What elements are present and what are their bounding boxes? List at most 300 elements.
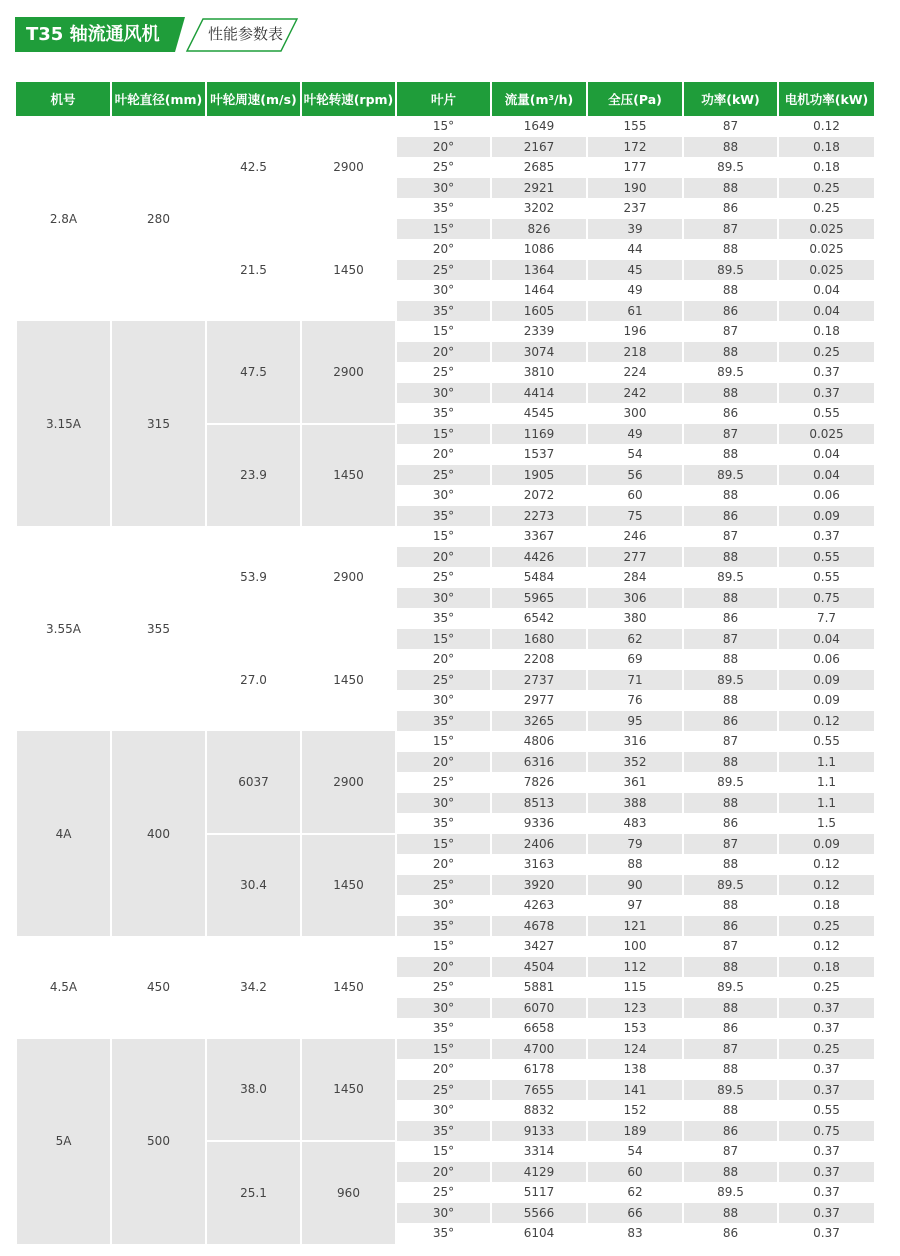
tip-speed-cell: 6037 <box>206 731 301 834</box>
rpm-cell: 1450 <box>301 629 396 732</box>
power-cell: 89.5 <box>683 977 778 998</box>
airflow-cell: 1680 <box>491 629 587 650</box>
motor-power-cell: 0.025 <box>778 424 874 445</box>
motor-power-cell: 0.25 <box>778 342 874 363</box>
blade-angle-cell: 15° <box>396 936 491 957</box>
power-cell: 88 <box>683 854 778 875</box>
pressure-cell: 300 <box>587 403 683 424</box>
motor-power-cell: 0.37 <box>778 1182 874 1203</box>
power-cell: 89.5 <box>683 1080 778 1101</box>
pressure-cell: 124 <box>587 1039 683 1060</box>
diameter-cell: 355 <box>111 526 206 731</box>
blade-angle-cell: 30° <box>396 1100 491 1121</box>
rpm-cell: 1450 <box>301 834 396 937</box>
blade-angle-cell: 20° <box>396 342 491 363</box>
motor-power-cell: 0.06 <box>778 649 874 670</box>
airflow-cell: 1086 <box>491 239 587 260</box>
model-cell: 4.5A <box>16 936 111 1039</box>
tip-speed-cell: 25.1 <box>206 1141 301 1244</box>
blade-angle-cell: 15° <box>396 321 491 342</box>
blade-angle-cell: 15° <box>396 219 491 240</box>
motor-power-cell: 0.25 <box>778 198 874 219</box>
airflow-cell: 5566 <box>491 1203 587 1224</box>
blade-angle-cell: 35° <box>396 916 491 937</box>
pressure-cell: 44 <box>587 239 683 260</box>
motor-power-cell: 0.55 <box>778 567 874 588</box>
power-cell: 87 <box>683 219 778 240</box>
airflow-cell: 4129 <box>491 1162 587 1183</box>
header-airflow: 流量(m³/h) <box>491 82 587 116</box>
airflow-cell: 1169 <box>491 424 587 445</box>
pressure-cell: 138 <box>587 1059 683 1080</box>
diameter-cell: 280 <box>111 116 206 321</box>
blade-angle-cell: 20° <box>396 444 491 465</box>
motor-power-cell: 7.7 <box>778 608 874 629</box>
pressure-cell: 155 <box>587 116 683 137</box>
rpm-cell: 2900 <box>301 321 396 424</box>
airflow-cell: 6178 <box>491 1059 587 1080</box>
blade-angle-cell: 30° <box>396 998 491 1019</box>
pressure-cell: 62 <box>587 1182 683 1203</box>
airflow-cell: 3202 <box>491 198 587 219</box>
pressure-cell: 277 <box>587 547 683 568</box>
airflow-cell: 2685 <box>491 157 587 178</box>
airflow-cell: 1537 <box>491 444 587 465</box>
motor-power-cell: 0.25 <box>778 977 874 998</box>
power-cell: 88 <box>683 547 778 568</box>
airflow-cell: 2921 <box>491 178 587 199</box>
pressure-cell: 112 <box>587 957 683 978</box>
airflow-cell: 3163 <box>491 854 587 875</box>
page-subtitle: 性能参数表 <box>208 25 284 43</box>
blade-angle-cell: 20° <box>396 854 491 875</box>
power-cell: 87 <box>683 936 778 957</box>
power-cell: 87 <box>683 116 778 137</box>
blade-angle-cell: 20° <box>396 957 491 978</box>
power-cell: 88 <box>683 690 778 711</box>
blade-angle-cell: 25° <box>396 772 491 793</box>
table-row <box>16 526 874 547</box>
pressure-cell: 115 <box>587 977 683 998</box>
header-tip-speed: 叶轮周速(m/s) <box>206 82 301 116</box>
blade-angle-cell: 20° <box>396 239 491 260</box>
power-cell: 88 <box>683 383 778 404</box>
airflow-cell: 2072 <box>491 485 587 506</box>
performance-table <box>15 82 874 1244</box>
motor-power-cell: 0.55 <box>778 403 874 424</box>
blade-angle-cell: 20° <box>396 137 491 158</box>
model-cell: 4A <box>16 731 111 936</box>
header-motor-power: 电机功率(kW) <box>778 82 874 116</box>
motor-power-cell: 0.25 <box>778 1039 874 1060</box>
motor-power-cell: 0.18 <box>778 321 874 342</box>
airflow-cell: 3314 <box>491 1141 587 1162</box>
blade-angle-cell: 35° <box>396 813 491 834</box>
power-cell: 86 <box>683 403 778 424</box>
blade-angle-cell: 30° <box>396 485 491 506</box>
blade-angle-cell: 15° <box>396 834 491 855</box>
airflow-cell: 4678 <box>491 916 587 937</box>
airflow-cell: 4504 <box>491 957 587 978</box>
pressure-cell: 61 <box>587 301 683 322</box>
pressure-cell: 483 <box>587 813 683 834</box>
motor-power-cell: 0.09 <box>778 670 874 691</box>
blade-angle-cell: 25° <box>396 465 491 486</box>
airflow-cell: 1605 <box>491 301 587 322</box>
pressure-cell: 79 <box>587 834 683 855</box>
airflow-cell: 7655 <box>491 1080 587 1101</box>
airflow-cell: 1364 <box>491 260 587 281</box>
power-cell: 89.5 <box>683 157 778 178</box>
blade-angle-cell: 15° <box>396 116 491 137</box>
pressure-cell: 352 <box>587 752 683 773</box>
pressure-cell: 56 <box>587 465 683 486</box>
motor-power-cell: 0.12 <box>778 854 874 875</box>
pressure-cell: 380 <box>587 608 683 629</box>
motor-power-cell: 0.18 <box>778 157 874 178</box>
airflow-cell: 3810 <box>491 362 587 383</box>
rpm-cell: 960 <box>301 1141 396 1244</box>
rpm-cell: 1450 <box>301 219 396 322</box>
pressure-cell: 66 <box>587 1203 683 1224</box>
blade-angle-cell: 30° <box>396 793 491 814</box>
rpm-cell: 2900 <box>301 526 396 629</box>
motor-power-cell: 0.55 <box>778 731 874 752</box>
airflow-cell: 2339 <box>491 321 587 342</box>
motor-power-cell: 1.1 <box>778 752 874 773</box>
pressure-cell: 172 <box>587 137 683 158</box>
table-body <box>16 116 874 1244</box>
power-cell: 87 <box>683 424 778 445</box>
header-pressure: 全压(Pa) <box>587 82 683 116</box>
motor-power-cell: 0.09 <box>778 506 874 527</box>
page-title-bar <box>15 17 305 53</box>
motor-power-cell: 0.04 <box>778 465 874 486</box>
power-cell: 86 <box>683 916 778 937</box>
pressure-cell: 69 <box>587 649 683 670</box>
airflow-cell: 4426 <box>491 547 587 568</box>
blade-angle-cell: 25° <box>396 260 491 281</box>
power-cell: 88 <box>683 239 778 260</box>
airflow-cell: 2977 <box>491 690 587 711</box>
motor-power-cell: 0.025 <box>778 239 874 260</box>
power-cell: 89.5 <box>683 362 778 383</box>
pressure-cell: 224 <box>587 362 683 383</box>
diameter-cell: 400 <box>111 731 206 936</box>
motor-power-cell: 0.25 <box>778 916 874 937</box>
motor-power-cell: 0.75 <box>778 1121 874 1142</box>
airflow-cell: 3265 <box>491 711 587 732</box>
pressure-cell: 62 <box>587 629 683 650</box>
power-cell: 89.5 <box>683 772 778 793</box>
blade-angle-cell: 35° <box>396 1018 491 1039</box>
power-cell: 86 <box>683 198 778 219</box>
blade-angle-cell: 35° <box>396 506 491 527</box>
header-power: 功率(kW) <box>683 82 778 116</box>
power-cell: 86 <box>683 813 778 834</box>
motor-power-cell: 0.55 <box>778 547 874 568</box>
table-header-row <box>16 82 874 116</box>
pressure-cell: 141 <box>587 1080 683 1101</box>
pressure-cell: 100 <box>587 936 683 957</box>
blade-angle-cell: 30° <box>396 383 491 404</box>
pressure-cell: 45 <box>587 260 683 281</box>
model-cell: 3.15A <box>16 321 111 526</box>
power-cell: 88 <box>683 895 778 916</box>
motor-power-cell: 1.1 <box>778 772 874 793</box>
motor-power-cell: 0.37 <box>778 526 874 547</box>
pressure-cell: 152 <box>587 1100 683 1121</box>
power-cell: 88 <box>683 1059 778 1080</box>
airflow-cell: 1464 <box>491 280 587 301</box>
blade-angle-cell: 15° <box>396 526 491 547</box>
airflow-cell: 5881 <box>491 977 587 998</box>
pressure-cell: 153 <box>587 1018 683 1039</box>
table-row <box>16 936 874 957</box>
power-cell: 88 <box>683 178 778 199</box>
table-row <box>16 1039 874 1060</box>
blade-angle-cell: 15° <box>396 1141 491 1162</box>
blade-angle-cell: 30° <box>396 690 491 711</box>
header-rpm: 叶轮转速(rpm) <box>301 82 396 116</box>
model-cell: 5A <box>16 1039 111 1244</box>
motor-power-cell: 0.37 <box>778 998 874 1019</box>
page-title: T35 轴流通风机 <box>26 24 160 45</box>
blade-angle-cell: 30° <box>396 280 491 301</box>
power-cell: 88 <box>683 1100 778 1121</box>
blade-angle-cell: 25° <box>396 1080 491 1101</box>
blade-angle-cell: 30° <box>396 588 491 609</box>
power-cell: 87 <box>683 526 778 547</box>
tip-speed-cell: 21.5 <box>206 219 301 322</box>
airflow-cell: 2273 <box>491 506 587 527</box>
blade-angle-cell: 35° <box>396 1121 491 1142</box>
pressure-cell: 49 <box>587 280 683 301</box>
airflow-cell: 5117 <box>491 1182 587 1203</box>
pressure-cell: 306 <box>587 588 683 609</box>
motor-power-cell: 0.09 <box>778 834 874 855</box>
airflow-cell: 5965 <box>491 588 587 609</box>
power-cell: 87 <box>683 629 778 650</box>
pressure-cell: 75 <box>587 506 683 527</box>
tip-speed-cell: 47.5 <box>206 321 301 424</box>
motor-power-cell: 0.04 <box>778 444 874 465</box>
airflow-cell: 2737 <box>491 670 587 691</box>
motor-power-cell: 0.37 <box>778 1223 874 1244</box>
power-cell: 88 <box>683 485 778 506</box>
diameter-cell: 500 <box>111 1039 206 1244</box>
pressure-cell: 242 <box>587 383 683 404</box>
header-model: 机号 <box>16 82 111 116</box>
blade-angle-cell: 15° <box>396 424 491 445</box>
pressure-cell: 190 <box>587 178 683 199</box>
blade-angle-cell: 30° <box>396 178 491 199</box>
pressure-cell: 71 <box>587 670 683 691</box>
blade-angle-cell: 20° <box>396 1059 491 1080</box>
rpm-cell: 1450 <box>301 936 396 1039</box>
blade-angle-cell: 20° <box>396 547 491 568</box>
motor-power-cell: 0.37 <box>778 383 874 404</box>
tip-speed-cell: 27.0 <box>206 629 301 732</box>
motor-power-cell: 0.025 <box>778 219 874 240</box>
table-row <box>16 731 874 752</box>
motor-power-cell: 0.75 <box>778 588 874 609</box>
blade-angle-cell: 35° <box>396 608 491 629</box>
pressure-cell: 237 <box>587 198 683 219</box>
table-row <box>16 116 874 137</box>
pressure-cell: 284 <box>587 567 683 588</box>
pressure-cell: 83 <box>587 1223 683 1244</box>
motor-power-cell: 0.18 <box>778 137 874 158</box>
power-cell: 88 <box>683 588 778 609</box>
power-cell: 89.5 <box>683 670 778 691</box>
power-cell: 87 <box>683 1141 778 1162</box>
airflow-cell: 3920 <box>491 875 587 896</box>
airflow-cell: 5484 <box>491 567 587 588</box>
rpm-cell: 2900 <box>301 116 396 219</box>
motor-power-cell: 0.37 <box>778 1162 874 1183</box>
airflow-cell: 4806 <box>491 731 587 752</box>
pressure-cell: 361 <box>587 772 683 793</box>
motor-power-cell: 0.06 <box>778 485 874 506</box>
motor-power-cell: 0.18 <box>778 895 874 916</box>
airflow-cell: 3427 <box>491 936 587 957</box>
motor-power-cell: 0.37 <box>778 362 874 383</box>
diameter-cell: 315 <box>111 321 206 526</box>
motor-power-cell: 0.18 <box>778 957 874 978</box>
pressure-cell: 316 <box>587 731 683 752</box>
power-cell: 88 <box>683 280 778 301</box>
airflow-cell: 6658 <box>491 1018 587 1039</box>
power-cell: 88 <box>683 998 778 1019</box>
pressure-cell: 90 <box>587 875 683 896</box>
pressure-cell: 39 <box>587 219 683 240</box>
motor-power-cell: 0.55 <box>778 1100 874 1121</box>
table-row <box>16 321 874 342</box>
blade-angle-cell: 30° <box>396 895 491 916</box>
power-cell: 88 <box>683 444 778 465</box>
power-cell: 87 <box>683 834 778 855</box>
pressure-cell: 196 <box>587 321 683 342</box>
airflow-cell: 7826 <box>491 772 587 793</box>
blade-angle-cell: 25° <box>396 977 491 998</box>
diameter-cell: 450 <box>111 936 206 1039</box>
tip-speed-cell: 53.9 <box>206 526 301 629</box>
pressure-cell: 97 <box>587 895 683 916</box>
motor-power-cell: 0.025 <box>778 260 874 281</box>
airflow-cell: 4545 <box>491 403 587 424</box>
motor-power-cell: 0.04 <box>778 301 874 322</box>
airflow-cell: 3367 <box>491 526 587 547</box>
airflow-cell: 4263 <box>491 895 587 916</box>
airflow-cell: 2406 <box>491 834 587 855</box>
blade-angle-cell: 25° <box>396 567 491 588</box>
motor-power-cell: 0.12 <box>778 936 874 957</box>
airflow-cell: 4700 <box>491 1039 587 1060</box>
motor-power-cell: 0.12 <box>778 116 874 137</box>
tip-speed-cell: 23.9 <box>206 424 301 527</box>
power-cell: 87 <box>683 321 778 342</box>
blade-angle-cell: 35° <box>396 403 491 424</box>
model-cell: 3.55A <box>16 526 111 731</box>
pressure-cell: 246 <box>587 526 683 547</box>
airflow-cell: 6316 <box>491 752 587 773</box>
power-cell: 88 <box>683 1203 778 1224</box>
header-diameter: 叶轮直径(mm) <box>111 82 206 116</box>
pressure-cell: 60 <box>587 485 683 506</box>
blade-angle-cell: 25° <box>396 875 491 896</box>
motor-power-cell: 0.09 <box>778 690 874 711</box>
motor-power-cell: 0.37 <box>778 1080 874 1101</box>
blade-angle-cell: 20° <box>396 1162 491 1183</box>
blade-angle-cell: 20° <box>396 752 491 773</box>
blade-angle-cell: 35° <box>396 1223 491 1244</box>
pressure-cell: 49 <box>587 424 683 445</box>
power-cell: 86 <box>683 1121 778 1142</box>
power-cell: 88 <box>683 793 778 814</box>
airflow-cell: 9336 <box>491 813 587 834</box>
power-cell: 88 <box>683 1162 778 1183</box>
power-cell: 87 <box>683 1039 778 1060</box>
motor-power-cell: 1.5 <box>778 813 874 834</box>
power-cell: 89.5 <box>683 465 778 486</box>
airflow-cell: 9133 <box>491 1121 587 1142</box>
blade-angle-cell: 25° <box>396 157 491 178</box>
blade-angle-cell: 35° <box>396 711 491 732</box>
tip-speed-cell: 42.5 <box>206 116 301 219</box>
power-cell: 89.5 <box>683 260 778 281</box>
blade-angle-cell: 15° <box>396 629 491 650</box>
airflow-cell: 8832 <box>491 1100 587 1121</box>
blade-angle-cell: 35° <box>396 301 491 322</box>
blade-angle-cell: 20° <box>396 649 491 670</box>
motor-power-cell: 1.1 <box>778 793 874 814</box>
airflow-cell: 1649 <box>491 116 587 137</box>
motor-power-cell: 0.37 <box>778 1059 874 1080</box>
motor-power-cell: 0.25 <box>778 178 874 199</box>
blade-angle-cell: 25° <box>396 670 491 691</box>
motor-power-cell: 0.37 <box>778 1018 874 1039</box>
pressure-cell: 76 <box>587 690 683 711</box>
power-cell: 88 <box>683 137 778 158</box>
airflow-cell: 2167 <box>491 137 587 158</box>
pressure-cell: 189 <box>587 1121 683 1142</box>
power-cell: 86 <box>683 506 778 527</box>
power-cell: 88 <box>683 649 778 670</box>
blade-angle-cell: 15° <box>396 1039 491 1060</box>
power-cell: 87 <box>683 731 778 752</box>
power-cell: 86 <box>683 608 778 629</box>
power-cell: 88 <box>683 957 778 978</box>
motor-power-cell: 0.37 <box>778 1203 874 1224</box>
header-blade-angle: 叶片 <box>396 82 491 116</box>
motor-power-cell: 0.04 <box>778 629 874 650</box>
rpm-cell: 1450 <box>301 1039 396 1142</box>
motor-power-cell: 0.12 <box>778 711 874 732</box>
airflow-cell: 3074 <box>491 342 587 363</box>
power-cell: 86 <box>683 1018 778 1039</box>
airflow-cell: 8513 <box>491 793 587 814</box>
pressure-cell: 95 <box>587 711 683 732</box>
airflow-cell: 6542 <box>491 608 587 629</box>
pressure-cell: 54 <box>587 444 683 465</box>
airflow-cell: 2208 <box>491 649 587 670</box>
power-cell: 86 <box>683 301 778 322</box>
power-cell: 89.5 <box>683 567 778 588</box>
airflow-cell: 6104 <box>491 1223 587 1244</box>
blade-angle-cell: 15° <box>396 731 491 752</box>
blade-angle-cell: 25° <box>396 362 491 383</box>
